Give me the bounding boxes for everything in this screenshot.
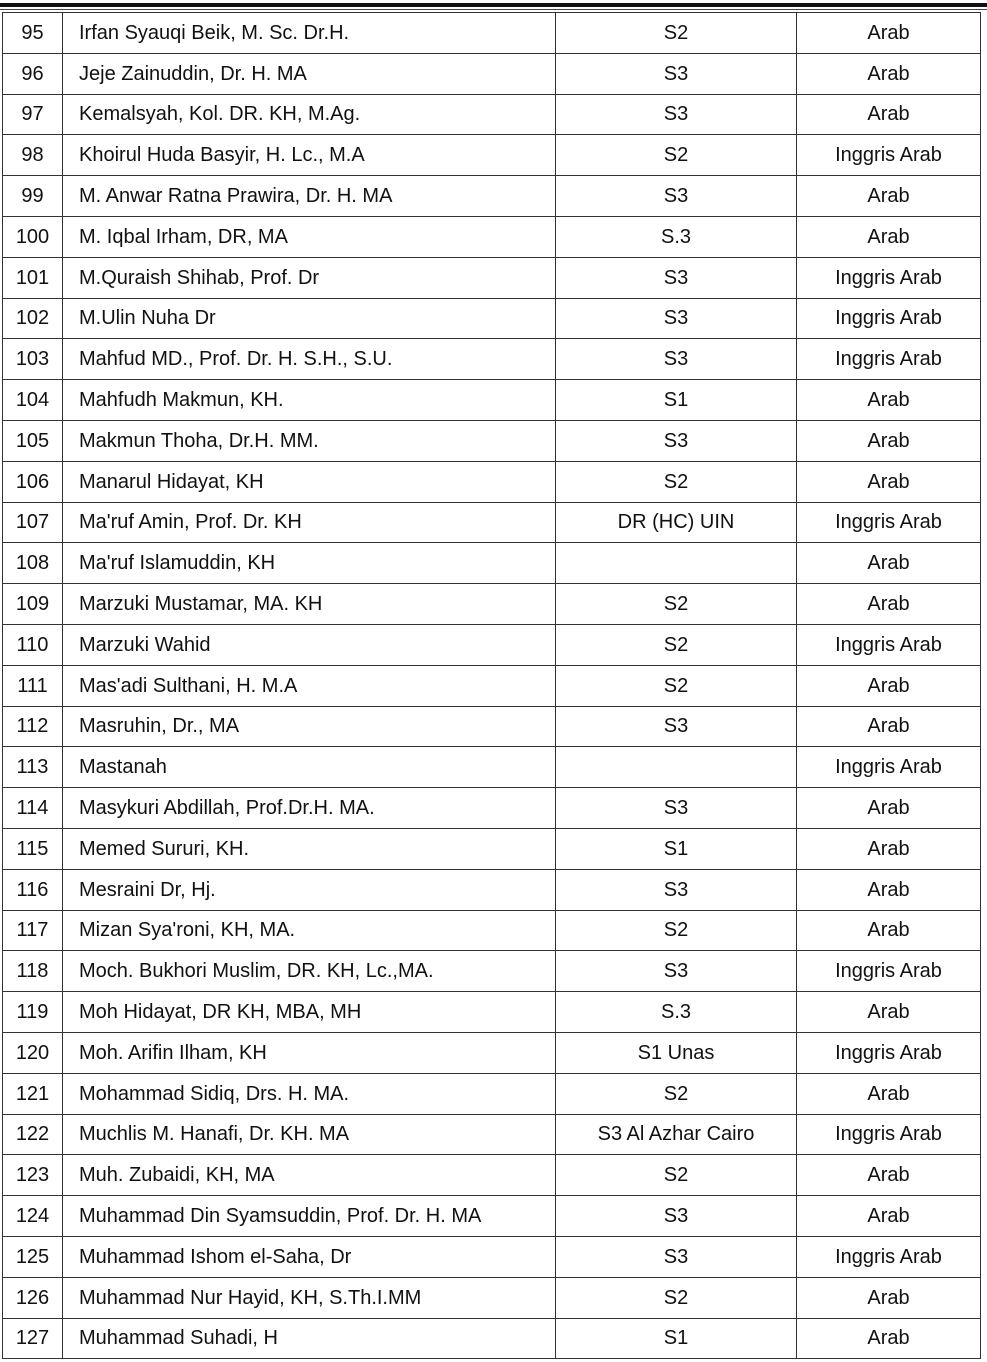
top-border-rule [0, 3, 987, 7]
language-cell: Inggris Arab [797, 339, 981, 380]
name-cell: Irfan Syauqi Beik, M. Sc. Dr.H. [63, 13, 556, 54]
degree-cell: S3 [556, 176, 797, 217]
table-row [3, 380, 981, 421]
degree-cell: DR (HC) UIN [556, 502, 797, 543]
table-row [3, 788, 981, 829]
language-cell: Inggris Arab [797, 1114, 981, 1155]
row-number-cell: 98 [3, 135, 63, 176]
language-cell: Arab [797, 706, 981, 747]
row-number-cell: 106 [3, 461, 63, 502]
table-row [3, 176, 981, 217]
table-row [3, 502, 981, 543]
language-cell: Inggris Arab [797, 1236, 981, 1277]
degree-cell: S3 [556, 298, 797, 339]
language-cell: Arab [797, 1073, 981, 1114]
row-number-cell: 104 [3, 380, 63, 421]
name-cell: Ma'ruf Islamuddin, KH [63, 543, 556, 584]
table-row [3, 1236, 981, 1277]
table-row [3, 1114, 981, 1155]
language-cell: Arab [797, 910, 981, 951]
name-cell: Manarul Hidayat, KH [63, 461, 556, 502]
language-cell: Arab [797, 1155, 981, 1196]
name-cell: Muh. Zubaidi, KH, MA [63, 1155, 556, 1196]
degree-cell: S3 [556, 951, 797, 992]
table-row [3, 828, 981, 869]
name-cell: Marzuki Mustamar, MA. KH [63, 584, 556, 625]
language-cell: Arab [797, 176, 981, 217]
name-cell: Jeje Zainuddin, Dr. H. MA [63, 53, 556, 94]
language-cell: Arab [797, 216, 981, 257]
row-number-cell: 117 [3, 910, 63, 951]
degree-cell: S2 [556, 1073, 797, 1114]
row-number-cell: 100 [3, 216, 63, 257]
row-number-cell: 119 [3, 992, 63, 1033]
table-row [3, 53, 981, 94]
language-cell: Arab [797, 1318, 981, 1359]
name-cell: Khoirul Huda Basyir, H. Lc., M.A [63, 135, 556, 176]
row-number-cell: 112 [3, 706, 63, 747]
table-row [3, 257, 981, 298]
language-cell: Arab [797, 869, 981, 910]
degree-cell [556, 747, 797, 788]
name-cell: Muhammad Suhadi, H [63, 1318, 556, 1359]
language-cell: Arab [797, 13, 981, 54]
language-cell: Arab [797, 380, 981, 421]
table-row [3, 951, 981, 992]
name-cell: Memed Sururi, KH. [63, 828, 556, 869]
row-number-cell: 113 [3, 747, 63, 788]
row-number-cell: 123 [3, 1155, 63, 1196]
table-row [3, 1318, 981, 1359]
language-cell: Arab [797, 828, 981, 869]
row-number-cell: 111 [3, 665, 63, 706]
scholars-table [2, 12, 981, 1359]
row-number-cell: 121 [3, 1073, 63, 1114]
degree-cell: S3 [556, 706, 797, 747]
name-cell: Muhammad Nur Hayid, KH, S.Th.I.MM [63, 1277, 556, 1318]
degree-cell: S1 [556, 1318, 797, 1359]
language-cell: Arab [797, 53, 981, 94]
degree-cell: S2 [556, 461, 797, 502]
degree-cell: S2 [556, 624, 797, 665]
row-number-cell: 109 [3, 584, 63, 625]
row-number-cell: 114 [3, 788, 63, 829]
row-number-cell: 118 [3, 951, 63, 992]
degree-cell: S3 [556, 339, 797, 380]
table-row [3, 624, 981, 665]
row-number-cell: 125 [3, 1236, 63, 1277]
name-cell: Moh Hidayat, DR KH, MBA, MH [63, 992, 556, 1033]
name-cell: M. Iqbal Irham, DR, MA [63, 216, 556, 257]
language-cell: Arab [797, 543, 981, 584]
row-number-cell: 107 [3, 502, 63, 543]
name-cell: Marzuki Wahid [63, 624, 556, 665]
row-number-cell: 120 [3, 1032, 63, 1073]
row-number-cell: 96 [3, 53, 63, 94]
degree-cell: S2 [556, 665, 797, 706]
row-number-cell: 97 [3, 94, 63, 135]
table-row [3, 13, 981, 54]
row-number-cell: 122 [3, 1114, 63, 1155]
degree-cell: S1 [556, 828, 797, 869]
table-row [3, 543, 981, 584]
language-cell: Inggris Arab [797, 624, 981, 665]
name-cell: Mas'adi Sulthani, H. M.A [63, 665, 556, 706]
table-row [3, 461, 981, 502]
table-row [3, 1155, 981, 1196]
name-cell: Makmun Thoha, Dr.H. MM. [63, 420, 556, 461]
table-row [3, 584, 981, 625]
name-cell: Moch. Bukhori Muslim, DR. KH, Lc.,MA. [63, 951, 556, 992]
degree-cell: S3 [556, 1196, 797, 1237]
language-cell: Inggris Arab [797, 502, 981, 543]
table-row [3, 135, 981, 176]
language-cell: Arab [797, 1277, 981, 1318]
table-row [3, 94, 981, 135]
language-cell: Arab [797, 1196, 981, 1237]
degree-cell: S2 [556, 584, 797, 625]
name-cell: Mohammad Sidiq, Drs. H. MA. [63, 1073, 556, 1114]
row-number-cell: 124 [3, 1196, 63, 1237]
scholars-table-body [3, 13, 981, 1359]
degree-cell: S.3 [556, 216, 797, 257]
row-number-cell: 126 [3, 1277, 63, 1318]
name-cell: Moh. Arifin Ilham, KH [63, 1032, 556, 1073]
row-number-cell: 127 [3, 1318, 63, 1359]
language-cell: Inggris Arab [797, 951, 981, 992]
row-number-cell: 95 [3, 13, 63, 54]
table-row [3, 298, 981, 339]
name-cell: Mizan Sya'roni, KH, MA. [63, 910, 556, 951]
degree-cell: S1 [556, 380, 797, 421]
name-cell: Muchlis M. Hanafi, Dr. KH. MA [63, 1114, 556, 1155]
degree-cell: S3 [556, 869, 797, 910]
name-cell: Mahfudh Makmun, KH. [63, 380, 556, 421]
degree-cell: S3 [556, 53, 797, 94]
degree-cell: S1 Unas [556, 1032, 797, 1073]
language-cell: Arab [797, 992, 981, 1033]
row-number-cell: 103 [3, 339, 63, 380]
table-row [3, 747, 981, 788]
name-cell: Mesraini Dr, Hj. [63, 869, 556, 910]
degree-cell: S3 [556, 257, 797, 298]
degree-cell [556, 543, 797, 584]
name-cell: Masykuri Abdillah, Prof.Dr.H. MA. [63, 788, 556, 829]
table-row [3, 992, 981, 1033]
name-cell: Masruhin, Dr., MA [63, 706, 556, 747]
row-number-cell: 99 [3, 176, 63, 217]
language-cell: Arab [797, 420, 981, 461]
language-cell: Inggris Arab [797, 135, 981, 176]
table-row [3, 339, 981, 380]
row-number-cell: 101 [3, 257, 63, 298]
language-cell: Inggris Arab [797, 1032, 981, 1073]
table-row [3, 1073, 981, 1114]
degree-cell: S2 [556, 13, 797, 54]
name-cell: M.Ulin Nuha Dr [63, 298, 556, 339]
language-cell: Arab [797, 788, 981, 829]
name-cell: Muhammad Din Syamsuddin, Prof. Dr. H. MA [63, 1196, 556, 1237]
top-border-rule-thin [0, 9, 987, 10]
language-cell: Inggris Arab [797, 257, 981, 298]
degree-cell: S.3 [556, 992, 797, 1033]
table-row [3, 910, 981, 951]
name-cell: Muhammad Ishom el-Saha, Dr [63, 1236, 556, 1277]
name-cell: Ma'ruf Amin, Prof. Dr. KH [63, 502, 556, 543]
degree-cell: S2 [556, 135, 797, 176]
row-number-cell: 105 [3, 420, 63, 461]
table-row [3, 706, 981, 747]
table-row [3, 869, 981, 910]
language-cell: Arab [797, 461, 981, 502]
degree-cell: S3 [556, 788, 797, 829]
degree-cell: S2 [556, 1277, 797, 1318]
degree-cell: S3 Al Azhar Cairo [556, 1114, 797, 1155]
row-number-cell: 115 [3, 828, 63, 869]
table-row [3, 420, 981, 461]
degree-cell: S3 [556, 420, 797, 461]
degree-cell: S2 [556, 1155, 797, 1196]
row-number-cell: 102 [3, 298, 63, 339]
language-cell: Arab [797, 584, 981, 625]
language-cell: Arab [797, 665, 981, 706]
table-row [3, 1277, 981, 1318]
name-cell: M. Anwar Ratna Prawira, Dr. H. MA [63, 176, 556, 217]
row-number-cell: 108 [3, 543, 63, 584]
degree-cell: S3 [556, 94, 797, 135]
language-cell: Inggris Arab [797, 747, 981, 788]
degree-cell: S2 [556, 910, 797, 951]
row-number-cell: 110 [3, 624, 63, 665]
name-cell: Mahfud MD., Prof. Dr. H. S.H., S.U. [63, 339, 556, 380]
language-cell: Inggris Arab [797, 298, 981, 339]
degree-cell: S3 [556, 1236, 797, 1277]
name-cell: M.Quraish Shihab, Prof. Dr [63, 257, 556, 298]
table-row [3, 1196, 981, 1237]
row-number-cell: 116 [3, 869, 63, 910]
table-row [3, 1032, 981, 1073]
language-cell: Arab [797, 94, 981, 135]
name-cell: Kemalsyah, Kol. DR. KH, M.Ag. [63, 94, 556, 135]
name-cell: Mastanah [63, 747, 556, 788]
table-row [3, 216, 981, 257]
table-row [3, 665, 981, 706]
